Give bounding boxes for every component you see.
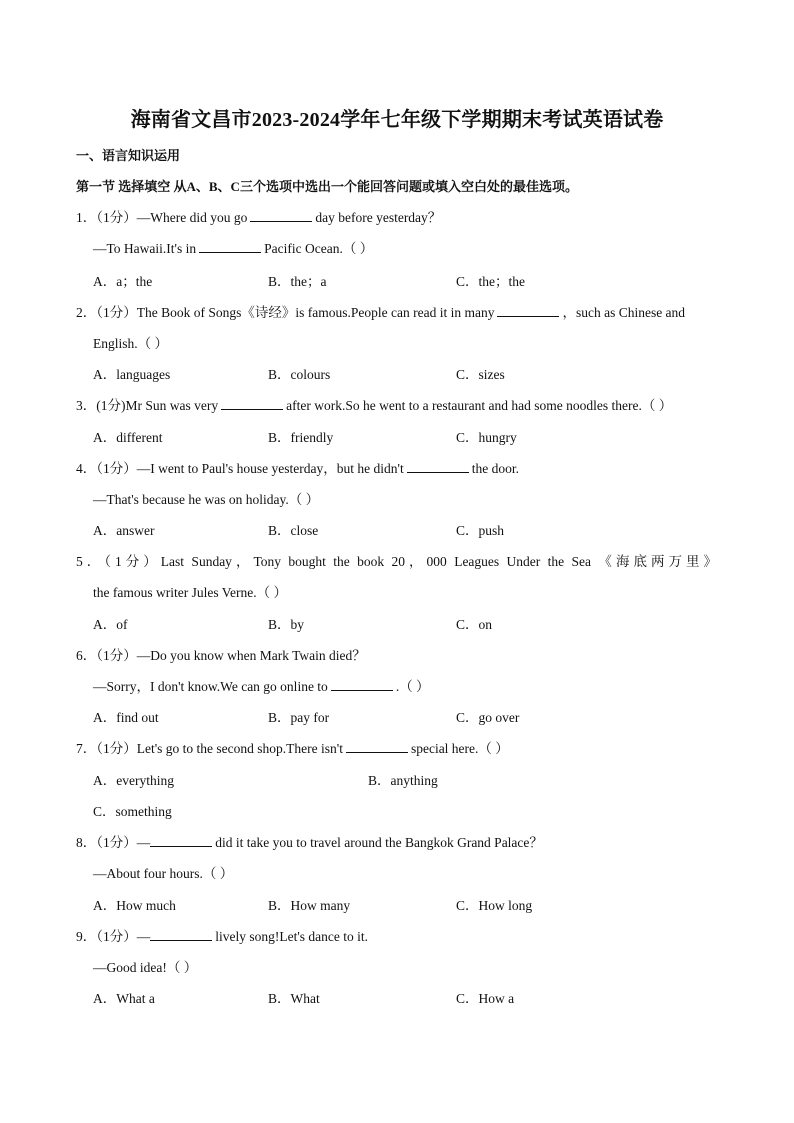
question-7-stem: 7．（1分）Let's go to the second shop.There isn't — [76, 741, 343, 756]
answer-blank — [150, 929, 212, 941]
option-b: B．close — [268, 523, 319, 538]
option-c: C．How long — [456, 898, 533, 913]
option-b: B．anything — [368, 773, 438, 788]
question-4-line2: —That's because he was on holiday.（ ） — [93, 492, 320, 507]
answer-blank — [346, 741, 408, 753]
option-a: A．What a — [93, 991, 155, 1006]
question-9-line2: —Good idea!（ ） — [93, 960, 198, 975]
option-c: C．push — [456, 523, 505, 538]
option-a: A．a；the — [93, 274, 153, 289]
question-3 — [76, 394, 726, 414]
question-8-line2: —About four hours.（ ） — [93, 866, 234, 881]
option-c: C．sizes — [456, 367, 505, 382]
question-1 — [76, 206, 726, 226]
question-5: 5．（1分）Last Sunday，Tony bought the book 20，000 Leagues Under the Sea 《海底两万里》 — [76, 554, 717, 569]
question-9-stem-end: lively song!Let's dance to it. — [215, 929, 369, 944]
answer-blank — [199, 241, 261, 253]
question-1-stem: 1．（1分）—Where did you go — [76, 210, 248, 225]
question-9-stem: 9．（1分）— — [76, 929, 151, 944]
option-b: B．What — [268, 991, 320, 1006]
option-c: C．go over — [456, 710, 520, 725]
question-9 — [76, 925, 726, 945]
option-a: A．answer — [93, 523, 155, 538]
question-2-stem: 2．（1分）The Book of Songs《诗经》is famous.People can read it in many — [76, 305, 495, 320]
question-3-stem-end: after work.So he went to a restaurant and had some noodles there.（ ） — [286, 398, 673, 413]
answer-blank — [407, 461, 469, 473]
question-6: 6．（1分）—Do you know when Mark Twain died？ — [76, 648, 366, 663]
question-2-stem-end: ，such as Chinese and — [562, 305, 686, 320]
question-3-stem: 3．(1分)Mr Sun was very — [76, 398, 219, 413]
option-c: C．something — [93, 804, 172, 819]
option-b: B．by — [268, 617, 305, 632]
section-heading: 一、语言知识运用 — [76, 148, 181, 163]
option-a: A．languages — [93, 367, 171, 382]
option-c: C．hungry — [456, 430, 517, 445]
question-8 — [76, 831, 726, 851]
question-5-line2: the famous writer Jules Verne.（ ） — [93, 585, 287, 600]
answer-blank — [497, 305, 559, 317]
option-b: B．the；a — [268, 274, 327, 289]
question-2 — [76, 301, 726, 321]
question-7-stem-end: special here.（ ） — [410, 741, 509, 756]
question-1-line2 — [93, 237, 743, 257]
option-b: B．friendly — [268, 430, 334, 445]
option-a: A．everything — [93, 773, 174, 788]
option-b: B．colours — [268, 367, 331, 382]
answer-blank — [331, 679, 393, 691]
page-title: 海南省文昌市2023-2024学年七年级下学期期末考试英语试卷 — [130, 109, 664, 131]
option-a: A．How much — [93, 898, 176, 913]
question-6-line2 — [93, 675, 743, 695]
question-7 — [76, 737, 726, 757]
option-c: C．the；the — [456, 274, 525, 289]
question-1-reply: —To Hawaii.It's in — [93, 241, 197, 256]
answer-blank — [250, 210, 312, 222]
question-8-stem-end: did it take you to travel around the Bangkok Grand Palace？ — [215, 835, 543, 850]
question-4 — [76, 457, 726, 477]
option-c: C．How a — [456, 991, 515, 1006]
option-a: A．find out — [93, 710, 159, 725]
question-6-reply: —Sorry，I don't know.We can go online to — [93, 679, 328, 694]
question-1-stem-end: day before yesterday？ — [315, 210, 442, 225]
question-8-stem: 8．（1分）— — [76, 835, 151, 850]
option-b: B．How many — [268, 898, 351, 913]
option-b: B．pay for — [268, 710, 330, 725]
question-6-reply-end: .（ ） — [395, 679, 430, 694]
option-c: C．on — [456, 617, 493, 632]
answer-blank — [150, 835, 212, 847]
question-1-reply-end: Pacific Ocean.（ ） — [264, 241, 374, 256]
section-instructions: 第一节 选择填空 从A、B、C三个选项中选出一个能回答问题或填入空白处的最佳选项。 — [76, 179, 578, 194]
option-a: A．different — [93, 430, 163, 445]
answer-blank — [221, 398, 283, 410]
question-2-line2: English.（ ） — [93, 336, 169, 351]
question-4-stem: 4．（1分）—I went to Paul's house yesterday，but he didn't — [76, 461, 404, 476]
option-a: A．of — [93, 617, 128, 632]
question-4-stem-end: the door. — [471, 461, 519, 476]
